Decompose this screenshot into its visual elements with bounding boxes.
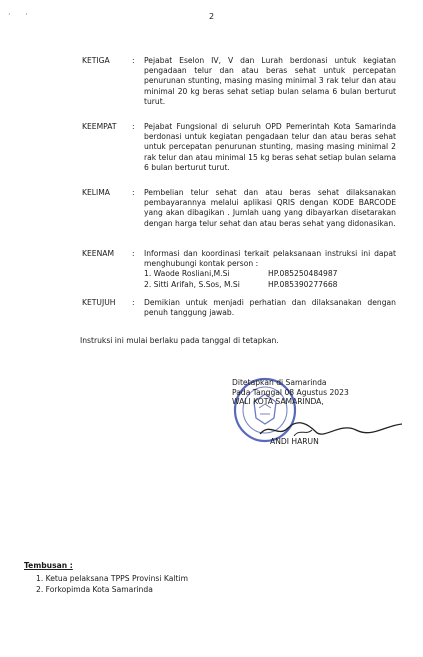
section-text: Demikian untuk menjadi perhatian dan dilaksanakan dengan penuh tanggung jawab. bbox=[144, 298, 396, 318]
section-kelima bbox=[82, 188, 402, 229]
section-text: Pejabat Fungsional di seluruh OPD Pemerintah Kota Samarinda berdonasi untuk kegiatan pengadaan telur dan atau beras sehat untuk percepatan penurunan stunting, masing masing minimal 2 rak telur dan atau minimal 15 kg beras sehat setiap bulan selama 6 bulan berturut turut. bbox=[144, 122, 396, 172]
signature-date: Pada Tanggal 08 Agustus 2023 bbox=[232, 387, 349, 397]
contact-row bbox=[144, 280, 396, 290]
signature-block bbox=[232, 378, 402, 446]
signer-name: ANDI HARUN bbox=[270, 436, 319, 446]
cc-item: 1. Ketua pelaksana TPPS Provinsi Kaltim bbox=[36, 574, 189, 583]
section-keempat bbox=[82, 122, 402, 173]
section-colon: : bbox=[132, 249, 135, 258]
scan-marks: · · bbox=[8, 10, 34, 19]
cc-title: Tembusan : bbox=[24, 561, 73, 570]
section-colon: : bbox=[132, 122, 135, 131]
contact-name: 1. Waode Rosliani,M.Si bbox=[144, 269, 230, 279]
section-text: Pembelian telur sehat dan atau beras sehat dilaksanakan pembayarannya melalui aplikasi QRIS dengan KODE BARCODE yang akan dibagikan . Jumlah uang yang dibayarkan disetarakan dengan harga telur sehat dan atau beras sehat yang didonasikan. bbox=[144, 188, 396, 228]
section-key: KEENAM bbox=[82, 249, 115, 258]
section-key: KETIGA bbox=[82, 56, 110, 65]
section-ketiga bbox=[82, 56, 402, 107]
section-text: Pejabat Eselon IV, V dan Lurah berdonasi untuk kegiatan pengadaan telur dan atau beras sehat untuk percepatan penurunan stunting, masing masing minimal 3 rak telur dan atau minimal 20 kg beras sehat setiap bulan selama 6 bulan berturut turut. bbox=[144, 56, 396, 106]
contact-list bbox=[144, 269, 396, 289]
section-colon: : bbox=[132, 298, 135, 307]
handwritten-signature bbox=[256, 418, 406, 440]
section-key: KEEMPAT bbox=[82, 122, 117, 131]
section-key: KETUJUH bbox=[82, 298, 116, 307]
carbon-copy bbox=[24, 560, 188, 595]
section-key: KELIMA bbox=[82, 188, 110, 197]
section-ketujuh bbox=[82, 298, 402, 318]
contact-phone: HP.085390277668 bbox=[268, 279, 338, 289]
page-number: 2 bbox=[208, 12, 215, 21]
section-colon: : bbox=[132, 188, 135, 197]
cc-item: 2. Forkopimda Kota Samarinda bbox=[36, 585, 153, 594]
signature-title: WALI KOTA SAMARINDA, bbox=[232, 397, 324, 407]
section-text-lead: Informasi dan koordinasi terkait pelaksanaan instruksi ini dapat menghubungi kontak person : bbox=[144, 249, 396, 269]
contact-name: 2. Sitti Arifah, S.Sos, M.Si bbox=[144, 279, 240, 289]
contact-row bbox=[144, 269, 396, 279]
section-colon: : bbox=[132, 56, 135, 65]
contact-phone: HP.085250484987 bbox=[268, 269, 338, 279]
section-keenam bbox=[82, 249, 402, 290]
signature-place: Ditetapkan di Samarinda bbox=[232, 378, 327, 387]
cc-list bbox=[24, 573, 188, 595]
closing-statement: Instruksi ini mulai berlaku pada tanggal di tetapkan. bbox=[80, 336, 279, 345]
section-text bbox=[144, 249, 396, 290]
